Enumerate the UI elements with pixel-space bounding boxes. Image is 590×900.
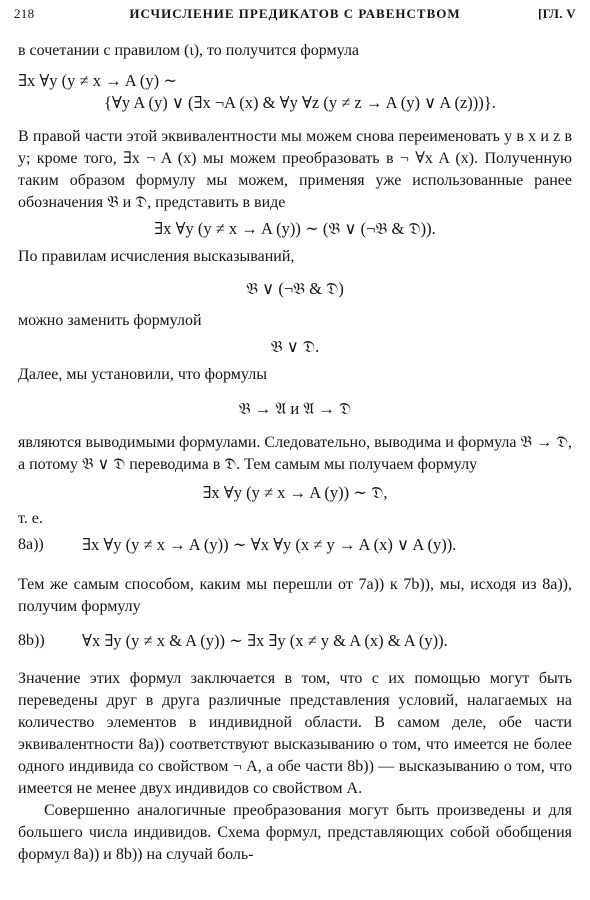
paragraph-7: т. е.	[18, 510, 43, 527]
paragraph-4: можно заменить формулой	[18, 312, 202, 329]
paragraph-2: В правой части этой эквивалентности мы можем снова переименовать y в x и z в y; кроме того, ∃x ¬ A (x) мы можем преобразовать в ¬ ∀x A (x). Полученную таким образом формулу мы можем, применяя уже использованные ранее обозначения 𝔅 и 𝔇, представить в виде	[18, 128, 572, 211]
paragraph-8: Тем же самым способом, каким мы перешли от 7a)) к 7b)), мы, исходя из 8a)), получим формулу	[18, 576, 572, 615]
chapter-marker: [ГЛ. V	[537, 6, 576, 21]
page-body	[18, 40, 572, 866]
formula-5: 𝔅 → 𝔄 и 𝔄 → 𝔇	[238, 399, 352, 418]
formula-4: 𝔅 ∨ 𝔇.	[270, 337, 320, 356]
paragraph-9: Значение этих формул заключается в том, что с их помощью могут быть переведены друг в друга различные представления условий, налагаемых на количество элементов в индивидной области. В самом деле, обе части эквивалентности 8a)) соответствуют высказыванию о том, что имеется не более одного индивида со свойством ¬ A, а обе части 8b)) — высказыванию о том, что имеется не менее двух индивидов со свойством A.	[18, 670, 572, 797]
equation-8b	[18, 630, 572, 656]
formula-6: ∃x ∀y (y ≠ x → A (y)) ∼ 𝔇,	[202, 483, 388, 502]
page-number: 218	[14, 6, 35, 21]
formula-1-line-2: {∀y A (y) ∨ (∃x ¬A (x) & ∀y ∀z (y ≠ z → A (y) ∨ A (z)))}.	[104, 93, 496, 112]
running-header	[14, 6, 576, 28]
paragraph-1: в сочетании с правилом (ι), то получится формула	[18, 42, 360, 59]
paragraph-6: являются выводимыми формулами. Следовательно, выводима и формула 𝔅 → 𝔇, а потому 𝔅 ∨ 𝔇 переводима в 𝔇. Тем самым мы получаем формулу	[18, 434, 572, 473]
equation-8b-label: 8b))	[18, 632, 45, 649]
equation-8a-label: 8a))	[18, 536, 44, 553]
equation-8a-body: ∃x ∀y (y ≠ x → A (y)) ∼ ∀x ∀y (x ≠ y → A (x) ∨ A (y)).	[82, 535, 457, 554]
paragraph-10: Совершенно аналогичные преобразования могут быть произведены и для большего числа индивидов. Схема формул, представляющих собой обобщения формул 8a)) и 8b)) на случай боль-	[18, 802, 572, 863]
equation-8b-body: ∀x ∃y (y ≠ x & A (y)) ∼ ∃x ∃y (x ≠ y & A (x) & A (y)).	[82, 631, 448, 650]
formula-3: 𝔅 ∨ (¬𝔅 & 𝔇)	[246, 279, 344, 298]
equation-8a	[18, 534, 572, 560]
paragraph-3: По правилам исчисления высказываний,	[18, 248, 295, 265]
running-title: ИСЧИСЛЕНИЕ ПРЕДИКАТОВ С РАВЕНСТВОМ	[129, 6, 461, 21]
formula-1-line-1: ∃x ∀y (y ≠ x → A (y) ∼	[18, 71, 178, 90]
formula-2: ∃x ∀y (y ≠ x → A (y)) ∼ (𝔅 ∨ (¬𝔅 & 𝔇)).	[154, 219, 436, 238]
paragraph-5: Далее, мы установили, что формулы	[18, 366, 267, 383]
